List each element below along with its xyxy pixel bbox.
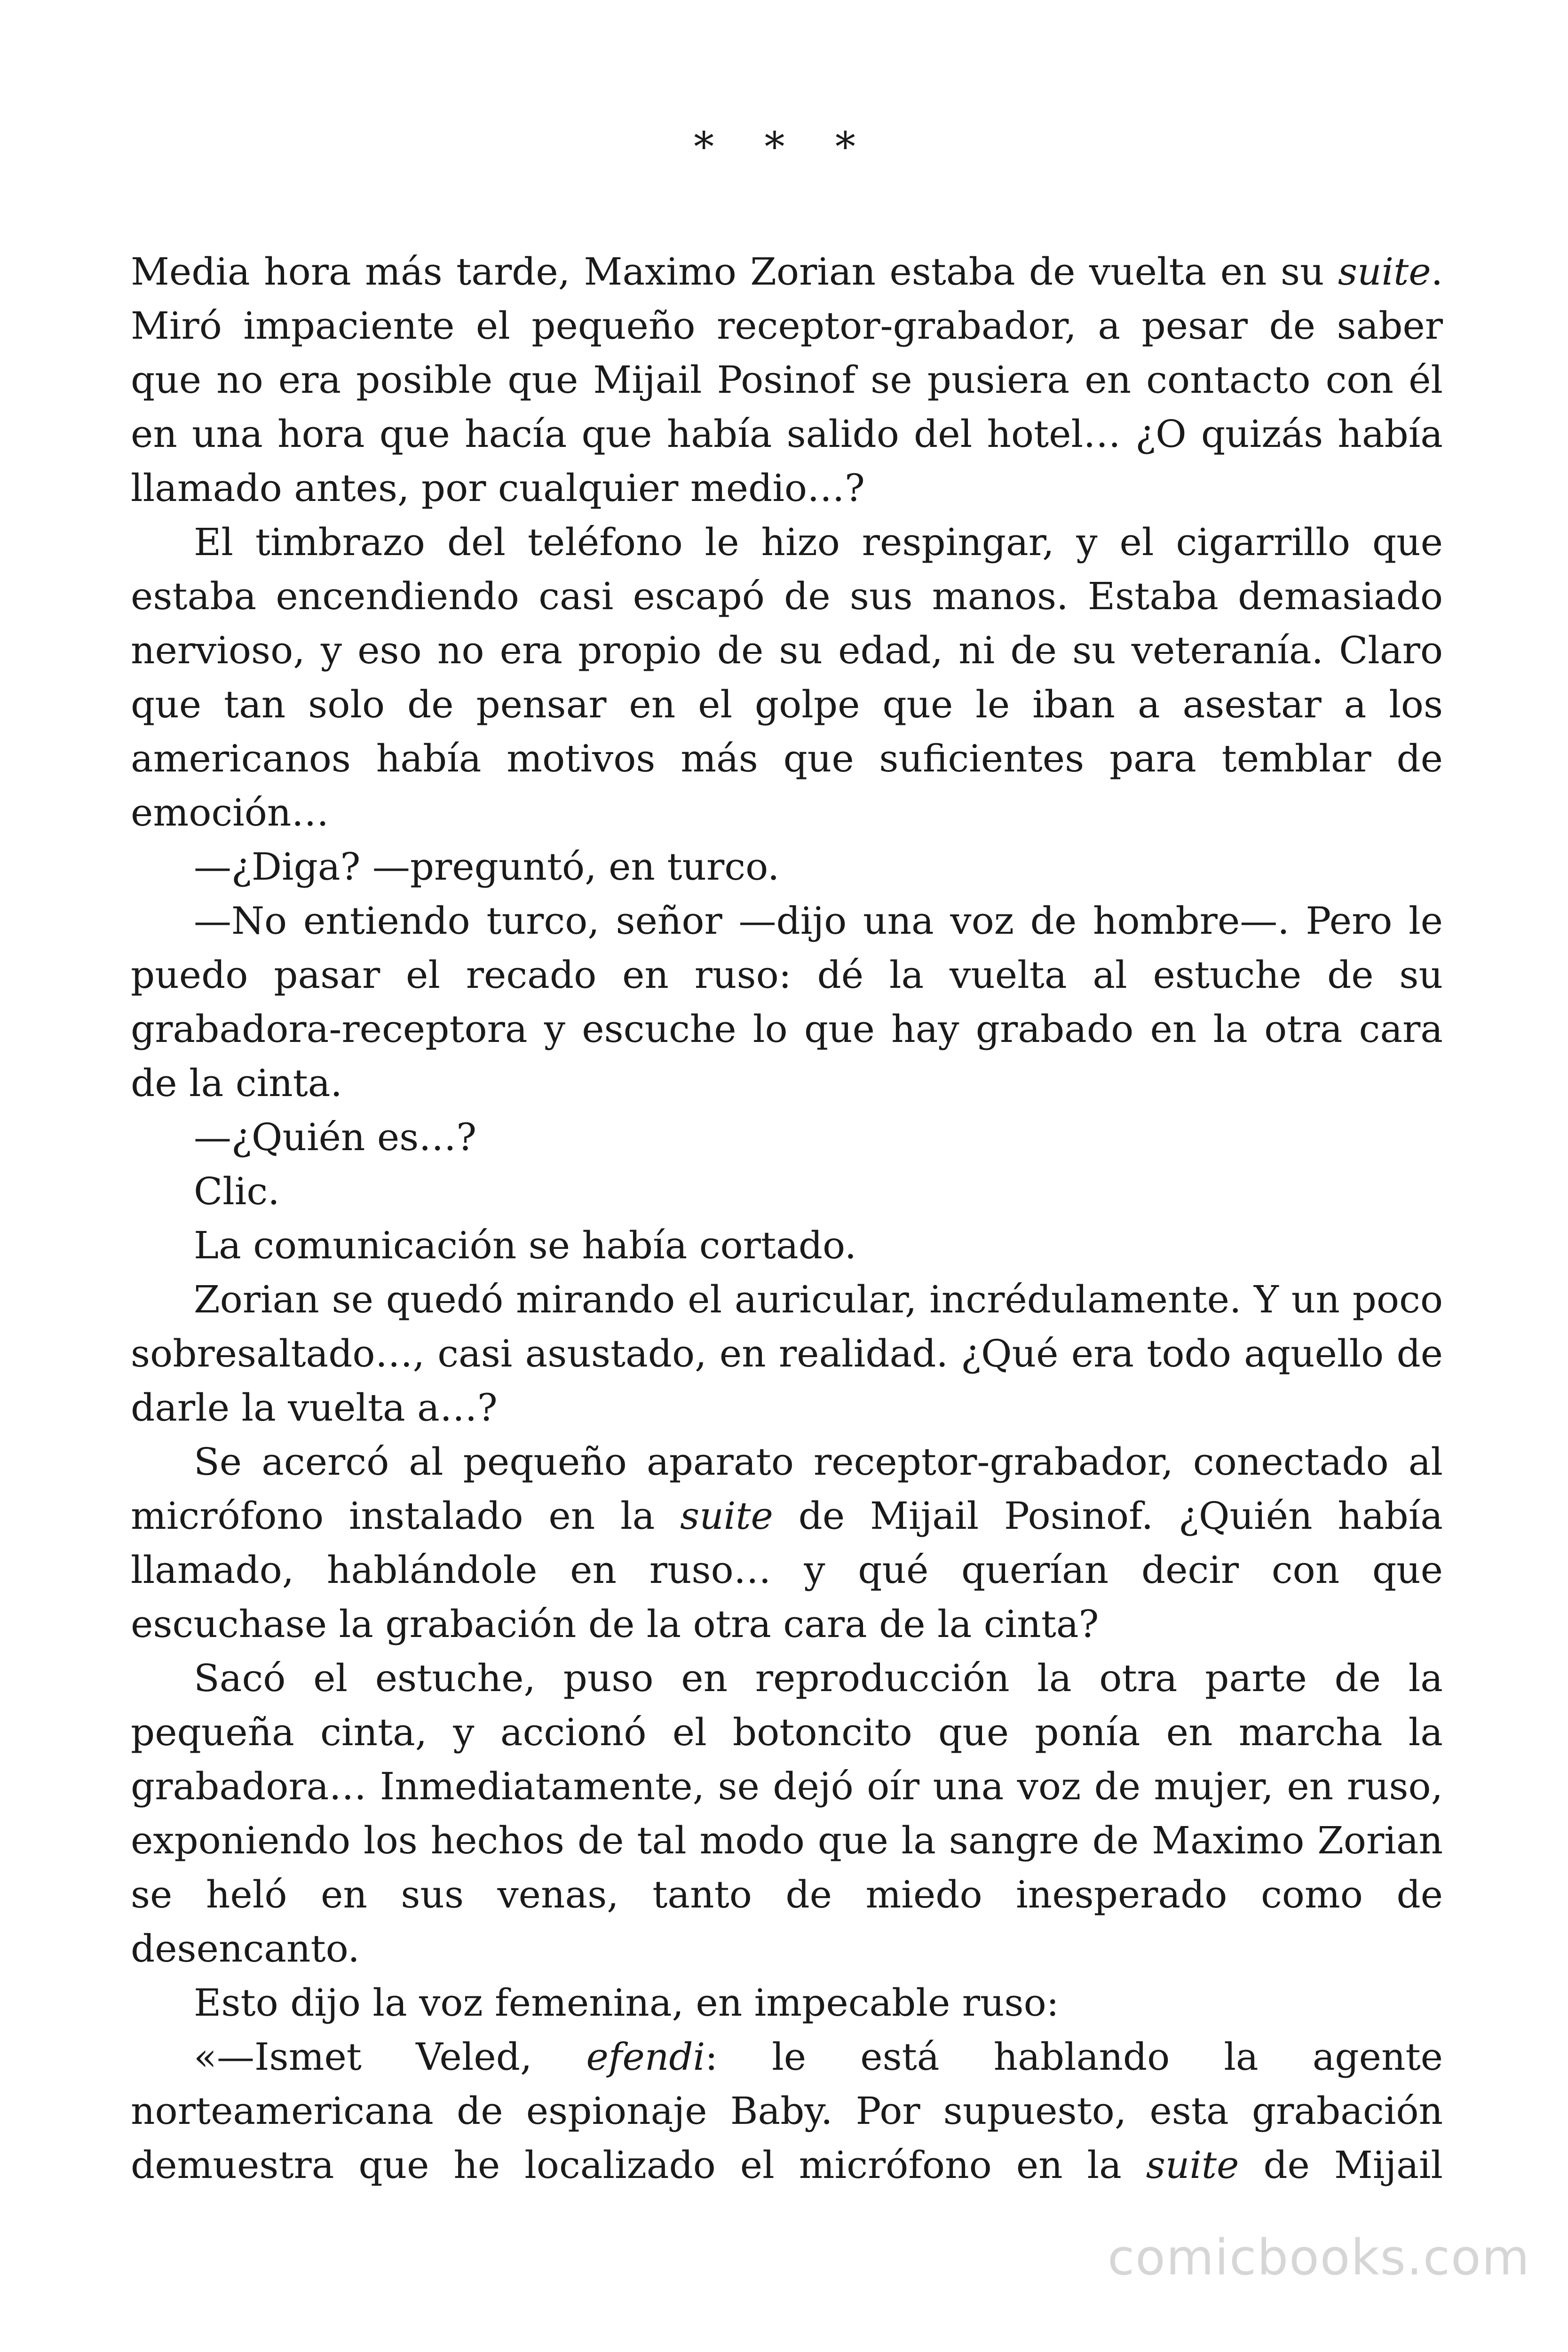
paragraph-text: Sacó el estuche, puso en reproducción la otra parte de la pequeña cinta, y accionó el botoncito que ponía en marcha la grabadora… Inmediatamente, se dejó oír una voz de mujer, en ruso, exponiendo los hechos de tal modo que la sangre de Maximo Zorian se heló en sus venas, tanto de miedo inesperado como de desencanto. [131,1656,1443,1971]
paragraph [131,515,1443,840]
italic-text: suite [1338,250,1431,294]
paragraph [131,1651,1443,1976]
paragraph [131,245,1443,515]
paragraph [131,840,1443,894]
paragraph [131,894,1443,1110]
paragraph [131,1976,1443,2030]
scene-separator: * * * [694,124,874,171]
paragraph [131,1164,1443,1218]
paragraph-text: Clic. [194,1169,280,1213]
paragraph-text: El timbrazo del teléfono le hizo respingar, y el cigarrillo que estaba encendiendo casi escapó de sus manos. Estaba demasiado nervioso, y eso no era propio de su edad, ni de su veteranía. Claro que tan solo de pensar en el golpe que le iban a asestar a los americanos había motivos más que suficientes para temblar de emoción… [131,520,1443,834]
paragraph-text: Media hora más tarde, Maximo Zorian estaba de vuelta en su [131,250,1338,294]
italic-text: suite [1146,2143,1239,2187]
paragraph-text: Se acercó al pequeño aparato receptor-grabador, conectado al micrófono instalado en la [131,1440,1443,1538]
paragraph [131,1272,1443,1435]
paragraph-text: «—Ismet Veled, [194,2035,586,2079]
italic-text: efendi [586,2035,705,2079]
paragraph [131,1435,1443,1651]
paragraph-text: Zorian se quedó mirando el auricular, incrédulamente. Y un poco sobresaltado…, casi asustado, en realidad. ¿Qué era todo aquello de darle la vuelta a…? [131,1278,1443,1430]
paragraph-text: —¿Diga? —preguntó, en turco. [194,845,780,889]
watermark: comicbooks.com [1107,2229,1530,2286]
paragraph-text: : le está hablando la agente norteamericana de espionaje Baby. Por supuesto, esta grabación demuestra que he localizado el micrófono en la [131,2035,1443,2187]
paragraph-text: . Miró impaciente el pequeño receptor-grabador, a pesar de saber que no era posible que Mijail Posinof se pusiera en contacto con él en una hora que hacía que había salido del hotel… ¿O quizás había llamado antes, por cualquier medio…? [131,250,1443,510]
paragraph-text: —¿Quién es…? [194,1115,477,1159]
paragraph-text: —No entiendo turco, señor —dijo una voz de hombre—. Pero le puedo pasar el recado en ruso: dé la vuelta al estuche de su grabadora-receptora y escuche lo que hay grabado en la otra cara de la cinta. [131,899,1443,1105]
paragraph [131,1110,1443,1164]
paragraph-text: de Mijail [1239,2143,1443,2187]
body-text [131,245,1443,2192]
paragraph [131,1218,1443,1272]
paragraph-text: La comunicación se había cortado. [194,1224,857,1267]
paragraph-text: Esto dijo la voz femenina, en impecable ruso: [194,1981,1059,2025]
italic-text: suite [680,1494,773,1538]
paragraph-text: de Mijail Posinof. ¿Quién había llamado, hablándole en ruso… y qué querían decir con que escuchase la grabación de la otra cara de la cinta? [131,1494,1443,1646]
paragraph [131,2030,1443,2192]
